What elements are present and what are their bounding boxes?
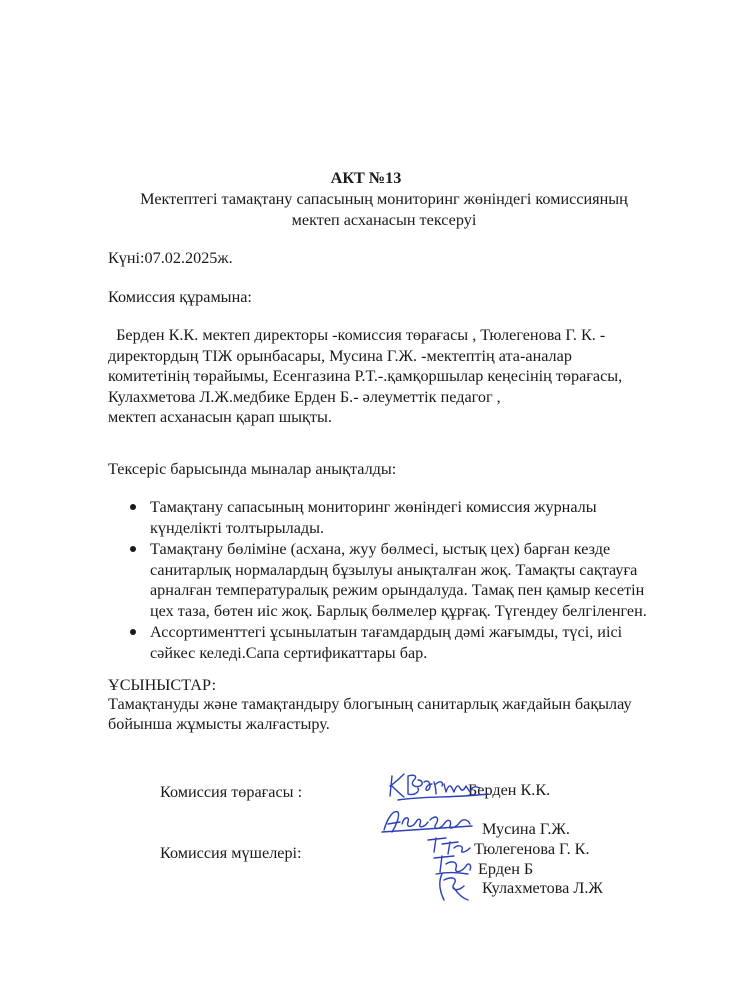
member-name: Кулахметова Л.Ж [482,879,603,897]
act-subtitle-line2: мектеп асханасын тексеруі [291,211,477,229]
bullet-icon [130,504,136,510]
commission-line: Кулахметова Л.Ж.медбике Ерден Б.- әлеуметтік педагог , [108,387,501,406]
commission-line: директордың ТІЖ орынбасары, Мусина Г.Ж. -мектептің ата-аналар [108,346,572,365]
commission-line: мектеп асханасын қарап шықты. [108,408,332,426]
finding-line: санитарлық нормалардың бұзылуы анықталған жоқ. Тамақты сақтауға [150,560,638,579]
member-signature [378,806,476,836]
date-line: Күні:07.02.2025ж. [108,249,233,267]
recommendations-heading: ҰСЫНЫСТАР: [108,676,217,694]
bullet-icon [130,546,136,552]
finding-item [128,539,688,621]
member-name: Ерден Б [478,860,534,878]
finding-line: Тамақтану сапасының мониторинг жөніндегі комиссия журналы [150,498,597,516]
finding-line: Ассортименттегі ұсынылатын тағамдардың дәмі жағымды, түсі, иісі [150,623,623,641]
commission-heading: Комиссия құрамына: [108,288,252,306]
chair-label: Комиссия төрағасы : [160,783,303,801]
recommendations-line: бойынша жұмысты жалғастыру. [108,715,330,733]
member-signature [434,870,474,904]
commission-paragraph [108,325,622,428]
members-label: Комиссия мүшелері: [160,844,302,862]
act-title: АКТ №13 [330,169,402,187]
findings-list [128,497,688,664]
commission-line: комитетінің төрайымы, Есенгазина Р.Т.-.қамқоршылар кеңесінің төрағасы, [108,367,623,385]
findings-heading: Тексеріс барысында мыналар анықталды: [108,460,397,478]
finding-line: күнделікті толтырылады. [150,518,325,537]
finding-item [128,497,688,538]
bullet-icon [130,629,136,635]
member-name: Тюлегенова Г. К. [474,840,590,858]
chair-signature [384,770,494,804]
commission-line: Берден К.К. мектеп директоры -комиссия төрағасы , Тюлегенова Г. К. - [108,326,606,344]
finding-item [128,622,688,663]
finding-line: сәйкес келеді.Сапа сертификаттары бар. [150,643,428,662]
act-subtitle-line1: Мектептегі тамақтану сапасының мониторинг жөніндегі комиссияның [140,190,628,208]
finding-line: Тамақтану бөліміне (асхана, жуу бөлмесі, ыстық цех) барған кезде [150,540,611,558]
chair-name: Берден К.К. [468,781,551,799]
member-name: Мусина Г.Ж. [482,820,570,838]
recommendations-line: Тамақтануды және тамақтандыру блогының санитарлық жағдайын бақылау [108,695,632,713]
finding-line: арналған температуралық режим орындалуда. Тамақ пен қамыр кесетін [150,581,645,599]
finding-line: цех таза, бөтен иіс жоқ. Барлық бөлмелер құрғақ. Түгендеу белгіленген. [150,601,647,620]
